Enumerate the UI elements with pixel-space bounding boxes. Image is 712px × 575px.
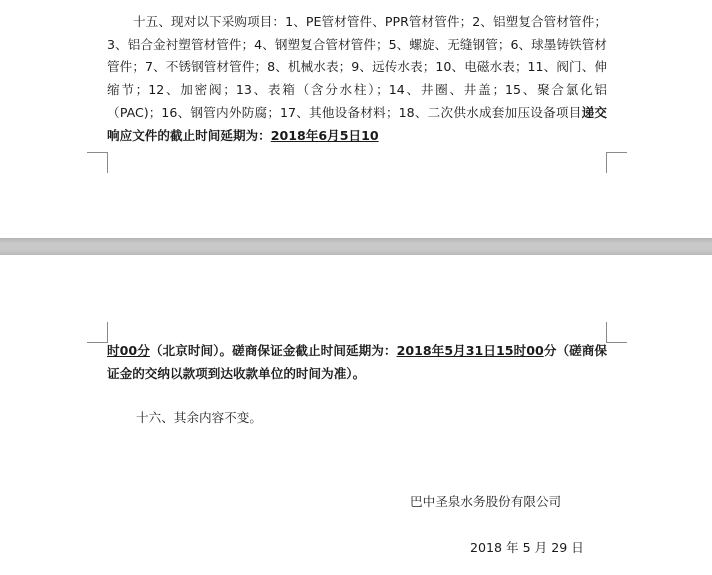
page-corner-mark-top-right bbox=[606, 322, 627, 343]
response-deadline-date: 2018年6月5日10 bbox=[270, 127, 379, 143]
document-date: 2018 年 5 月 29 日 bbox=[470, 540, 584, 555]
deposit-deadline-date: 2018年5月31日15时00 bbox=[396, 343, 544, 358]
deposit-note: 分（磋商保证金的交纳以款项到达收款单位的时间为准）。 bbox=[107, 343, 608, 381]
deadline-extension-label: 递交响应文件的截止时间延期为： bbox=[107, 104, 607, 143]
deposit-deadline-label: （北京时间）。磋商保证金截止时间延期为： bbox=[149, 343, 397, 358]
page-corner-mark-top-left bbox=[87, 322, 108, 343]
item-15-paragraph bbox=[107, 11, 607, 147]
document-page-1 bbox=[0, 0, 712, 238]
company-signature: 巴中圣泉水务股份有限公司 bbox=[410, 494, 562, 509]
response-deadline-time: 时00分 bbox=[107, 343, 150, 358]
item-15-text: 十五、现对以下采购项目：1、PE管材管件、PPR管材管件；2、铝塑复合管材管件；3、铝合金衬塑管材管件；4、钢塑复合管材管件；5、螺旋、无缝钢管；6、球墨铸铁管材管件；7、不锈钢管材管件；8、机械水表；9、远传水表；10、电磁水表；11、阀门、伸缩节；12、加密阀；13、表箱（含分水柱）；14、井圈、井盖；15、聚合氯化铝（PAC)；16、钢管内外防腐；17、其他设备材料；18、二次供水成套加压设备项目 bbox=[107, 14, 607, 120]
page-corner-mark-bottom-right bbox=[606, 152, 627, 173]
document-page-2 bbox=[0, 255, 712, 575]
item-16-paragraph: 十六、其余内容不变。 bbox=[136, 410, 262, 425]
page-gap bbox=[0, 238, 712, 255]
item-15-continuation bbox=[107, 340, 607, 385]
page-corner-mark-bottom-left bbox=[87, 152, 108, 173]
